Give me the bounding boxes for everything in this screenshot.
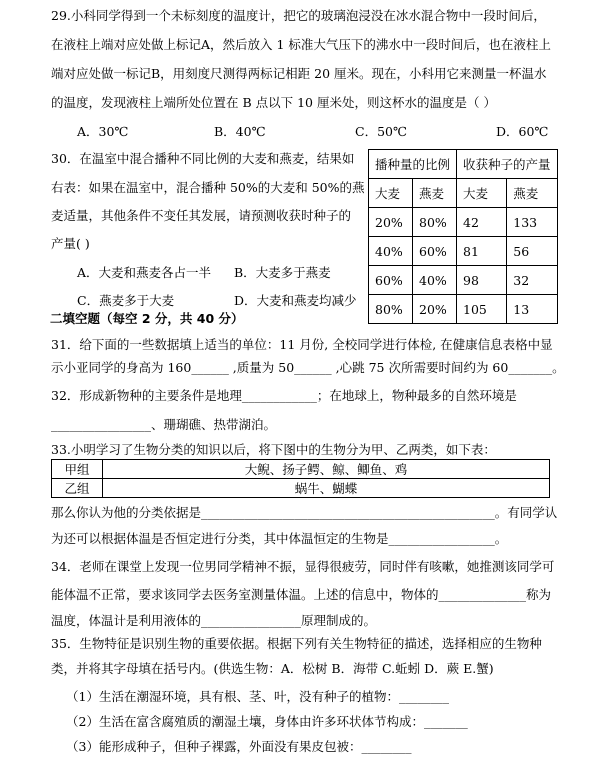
q35-item-3: （3）能形成种子，但种子裸露，外面没有果皮包被：________ (66, 739, 412, 754)
q29-option-b: B．40℃ (214, 124, 266, 139)
q33-line-1: 33.小明学习了生物分类的知识以后，将下图中的生物分为甲、乙两类，如下表： (51, 442, 496, 457)
table-row (369, 295, 558, 324)
table-row (369, 266, 558, 295)
q29-option-d: D．60℃ (496, 124, 549, 139)
q29-line-3: 端对应处做一标记B，用刻度尺测得两标记相距 20 厘米。现在，小科用它来测量一杯温水 (51, 66, 547, 81)
table-cell: 32 (507, 266, 557, 295)
q30-line-4: 产量( ) (51, 236, 90, 251)
group-members-jia: 大鲵、扬子鳄、鲸、鲫鱼、鸡 (103, 460, 550, 479)
table-row (52, 479, 550, 498)
q31-line-2: 示小亚同学的身高为 160______ ,质量为 50______ ,心跳 75 次所需要时间约为 60_______。 (51, 360, 565, 375)
table-row (369, 150, 558, 179)
table-cell: 20% (369, 208, 413, 237)
classification-table (51, 459, 550, 498)
q29-line-4: 的温度，发现液柱上端所处位置在 B 点以下 10 厘米处，则这杯水的温度是（ ） (51, 95, 496, 110)
q30-option-a: A．大麦和燕麦各占一半 (77, 265, 212, 280)
group-members-yi: 蜗牛、蝴蝶 (103, 479, 550, 498)
q29-option-c: C．50℃ (355, 124, 407, 139)
table-row (369, 208, 558, 237)
table-row (369, 179, 558, 208)
table-subheader: 大麦 (457, 179, 507, 208)
table-header-harvest-yield: 收获种子的产量 (457, 150, 558, 179)
q30-option-d: D．大麦和燕麦均减少 (234, 293, 357, 308)
table-cell: 42 (457, 208, 507, 237)
q34-line-1: 34．老师在课堂上发现一位男同学精神不振，显得很疲劳，同时伴有咳嗽，她推测该同学可 (51, 559, 555, 574)
table-cell: 13 (507, 295, 557, 324)
q35-line-1: 35．生物特征是识别生物的重要依据。根据下列有关生物特征的描述，选择相应的生物种 (51, 636, 542, 651)
table-subheader: 燕麦 (413, 179, 457, 208)
q31-line-1: 31．给下面的一些数据填上适当的单位：11 月份, 全校同学进行体检, 在健康信息表格中显 (51, 337, 553, 352)
table-cell: 20% (413, 295, 457, 324)
table-header-sowing-ratio: 播种量的比例 (369, 150, 457, 179)
table-cell: 60% (413, 237, 457, 266)
seed-yield-table (368, 149, 558, 324)
q35-item-1: （1）生活在潮湿环境，具有根、茎、叶，没有种子的植物：________ (66, 689, 449, 704)
q29-option-a: A．30℃ (77, 124, 129, 139)
table-subheader: 大麦 (369, 179, 413, 208)
group-label-jia: 甲组 (52, 460, 103, 479)
section-title: 二填空题（每空 2 分，共 40 分） (50, 311, 244, 326)
q30-line-1: 30．在温室中混合播种不同比例的大麦和燕麦，结果如 (51, 151, 355, 166)
q32-line-2: ________________、珊瑚礁、热带湖泊。 (51, 417, 277, 432)
q30-option-c: C．燕麦多于大麦 (77, 293, 175, 308)
table-cell: 60% (369, 266, 413, 295)
q35-line-2: 类，并将其字母填在括号内。(供选生物：A．松树 B．海带 C.蚯蚓 D．蕨 E.蟹) (51, 661, 494, 676)
q29-line-1: 29.小科同学得到一个未标刻度的温度计，把它的玻璃泡浸没在冰水混合物中一段时间后， (51, 8, 546, 23)
table-cell: 105 (457, 295, 507, 324)
q33-line-2: 那么你认为他的分类依据是_______________________________________________。有同学认 (51, 505, 558, 520)
q34-line-2: 能体温不正常，要求该同学去医务室测量体温。上述的信息中，物体的______________称为 (51, 587, 552, 602)
table-cell: 40% (369, 237, 413, 266)
q30-line-3: 麦适量，其他条件不变任其发展，请预测收获时种子的 (51, 208, 352, 223)
group-label-yi: 乙组 (52, 479, 103, 498)
table-cell: 40% (413, 266, 457, 295)
table-row (52, 460, 550, 479)
q30-option-b: B．大麦多于燕麦 (234, 265, 331, 280)
table-row (369, 237, 558, 266)
table-cell: 81 (457, 237, 507, 266)
table-cell: 80% (413, 208, 457, 237)
q30-line-2: 右表：如果在温室中，混合播种 50%的大麦和 50%的燕 (51, 180, 365, 195)
q33-line-3: 为还可以根据体温是否恒定进行分类，其中体温恒定的生物是_________________。 (51, 531, 508, 546)
table-cell: 98 (457, 266, 507, 295)
table-cell: 56 (507, 237, 557, 266)
q35-item-2: （2）生活在富含腐殖质的潮湿土壤，身体由许多环状体节构成：_______ (66, 714, 468, 729)
q34-line-3: 温度，体温计是利用液体的________________原理制成的。 (51, 613, 377, 628)
q32-line-1: 32．形成新物种的主要条件是地理____________；在地球上，物种最多的自然环境是 (51, 388, 517, 403)
q29-line-2: 在液柱上端对应处做上标记A，然后放入 1 标准大气压下的沸水中一段时间后，也在液柱上 (51, 37, 551, 52)
table-cell: 133 (507, 208, 557, 237)
table-cell: 80% (369, 295, 413, 324)
table-subheader: 燕麦 (507, 179, 557, 208)
